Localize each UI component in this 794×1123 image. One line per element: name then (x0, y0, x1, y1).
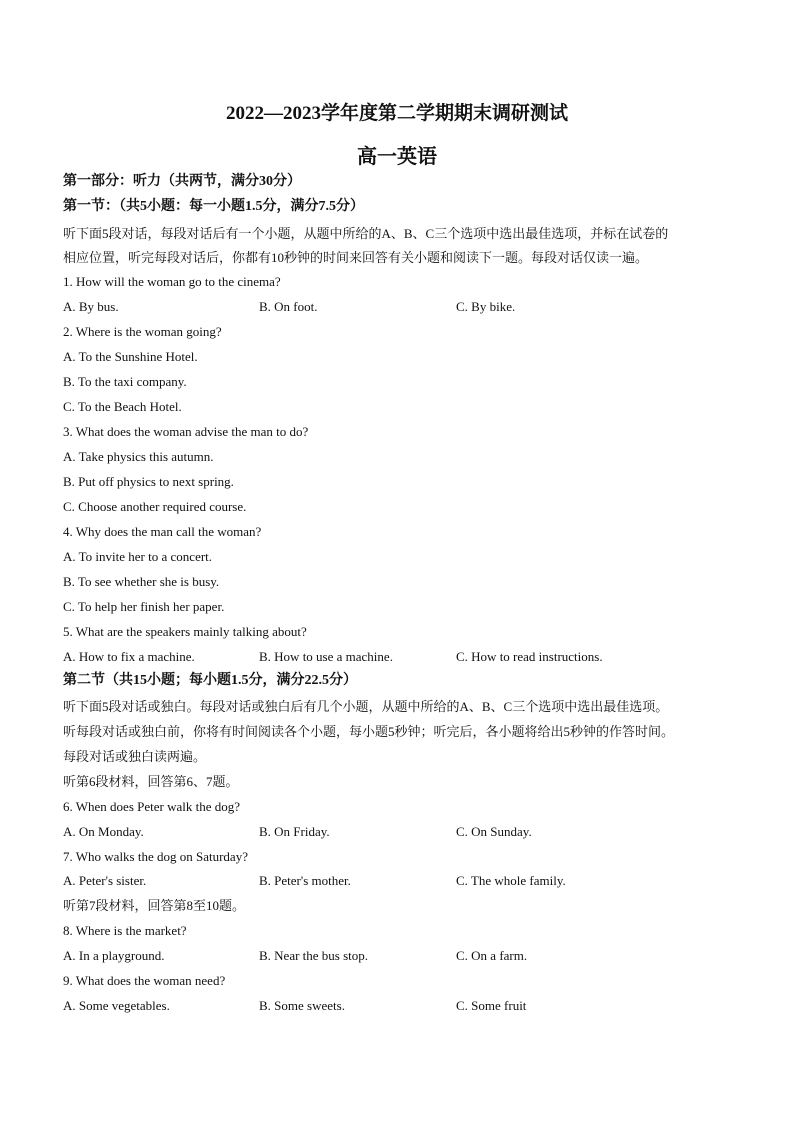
question-7: 7. Who walks the dog on Saturday? (63, 849, 248, 864)
q7-option-c: C. The whole family. (456, 873, 566, 888)
q3-option-c: C. Choose another required course. (63, 499, 247, 514)
q6-option-c: C. On Sunday. (456, 824, 532, 839)
q5-option-a: A. How to fix a machine. (63, 649, 195, 664)
part1-heading: 第一部分：听力（共两节，满分30分） (63, 174, 301, 189)
q7-option-a: A. Peter's sister. (63, 873, 147, 888)
q9-option-a: A. Some vegetables. (63, 998, 170, 1013)
question-4: 4. Why does the man call the woman? (63, 524, 262, 539)
q3-option-a: A. Take physics this autumn. (63, 449, 214, 464)
q8-option-a: A. In a playground. (63, 948, 165, 963)
q9-option-b: B. Some sweets. (259, 998, 345, 1013)
question-6: 6. When does Peter walk the dog? (63, 799, 241, 814)
q2-option-b: B. To the taxi company. (63, 374, 187, 389)
question-5: 5. What are the speakers mainly talking about? (63, 624, 307, 639)
exam-subtitle: 高一英语 (357, 146, 437, 168)
q8-option-c: C. On a farm. (456, 948, 528, 963)
q2-option-c: C. To the Beach Hotel. (63, 399, 182, 414)
q4-option-a: A. To invite her to a concert. (63, 549, 213, 564)
exam-title: 2022—2023学年度第二学期期末调研测试 (225, 103, 568, 124)
material-7-note: 听第7段材料，回答第8至10题。 (63, 898, 246, 913)
question-8: 8. Where is the market? (63, 923, 187, 938)
section1-instructions-1: 听下面5段对话，每段对话后有一个小题，从题中所给的A、B、C三个选项中选出最佳选项，并标在试卷的 (63, 226, 669, 241)
question-3: 3. What does the woman advise the man to do? (63, 424, 309, 439)
q2-option-a: A. To the Sunshine Hotel. (63, 349, 198, 364)
section1-instructions-2: 相应位置，听完每段对话后，你都有10秒钟的时间来回答有关小题和阅读下一题。每段对话仅读一遍。 (63, 250, 649, 265)
section2-instructions-3: 每段对话或独白读两遍。 (63, 749, 207, 764)
section2-heading: 第二节（共15小题；每小题1.5分，满分22.5分） (63, 673, 357, 688)
q9-option-c: C. Some fruit (456, 998, 527, 1013)
q1-option-b: B. On foot. (259, 299, 318, 314)
section2-instructions-1: 听下面5段对话或独白。每段对话或独白后有几个小题，从题中所给的A、B、C三个选项中选出最佳选项。 (63, 699, 669, 714)
question-2: 2. Where is the woman going? (63, 324, 222, 339)
q1-option-c: C. By bike. (456, 299, 516, 314)
q1-option-a: A. By bus. (63, 299, 119, 314)
q5-option-b: B. How to use a machine. (259, 649, 393, 664)
q3-option-b: B. Put off physics to next spring. (63, 474, 234, 489)
q6-option-a: A. On Monday. (63, 824, 144, 839)
q4-option-b: B. To see whether she is busy. (63, 574, 220, 589)
q5-option-c: C. How to read instructions. (456, 649, 603, 664)
q4-option-c: C. To help her finish her paper. (63, 599, 225, 614)
q6-option-b: B. On Friday. (259, 824, 330, 839)
q7-option-b: B. Peter's mother. (259, 873, 351, 888)
question-9: 9. What does the woman need? (63, 973, 226, 988)
section1-heading: 第一节：（共5小题：每一小题1.5分，满分7.5分） (63, 199, 364, 214)
q8-option-b: B. Near the bus stop. (259, 948, 369, 963)
question-1: 1. How will the woman go to the cinema? (63, 274, 281, 289)
material-6-note: 听第6段材料，回答第6、7题。 (63, 774, 239, 789)
section2-instructions-2: 听每段对话或独白前，你将有时间阅读各个小题，每小题5秒钟；听完后，各小题将给出5秒钟的作答时间。 (63, 724, 675, 739)
